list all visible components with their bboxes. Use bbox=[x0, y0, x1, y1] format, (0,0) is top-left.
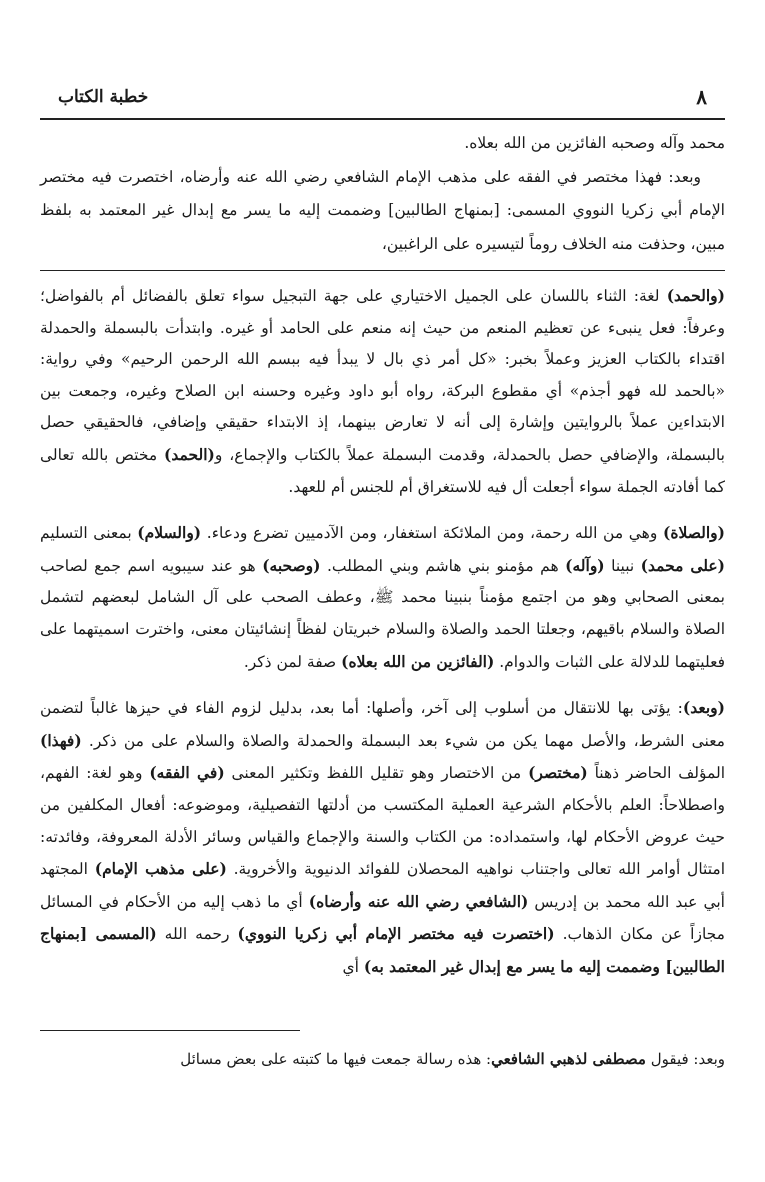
commentary-text: صفة لمن ذكر. bbox=[243, 652, 342, 671]
commentary-text: المجتهد أبي عبد الله محمد بن إدريس bbox=[40, 860, 725, 911]
term: (والسلام) bbox=[137, 523, 202, 543]
term: (والحمد) bbox=[666, 286, 725, 305]
commentary-text: وهو لغة: الفهم، واصطلاحاً: العلم بالأحكام الشرعية العملية المكتسب من أدلتها التفصيلية، وموضوعه: أفعال المكلفين من حيث عروض الأحكام لها، واستمداده: من الكتاب والسنة والإجماع والقياس وسائر الأدلة المعروفة، وفائدته: امتثال أوامر الله تعالى واجتناب نواهيه المحصلان للفوائد الدنيوية والأخروية. bbox=[40, 764, 726, 879]
commentary-paragraph-wabad bbox=[40, 692, 725, 983]
commentary-text: مختص بالله تعالى كما أفادته الجملة سواء أجعلت أل فيه للاستغراق أم للجنس أم للعهد. bbox=[40, 445, 725, 496]
commentary-text: أي bbox=[342, 957, 364, 976]
page-number: ٨ bbox=[696, 85, 707, 109]
page-header bbox=[58, 82, 707, 112]
footnote-author: مصطفى لذهبي الشافعي bbox=[491, 1050, 646, 1068]
term: (الفائزين من الله بعلاه) bbox=[341, 651, 495, 671]
footnote-rule bbox=[40, 1030, 300, 1031]
commentary-text: نبينا bbox=[604, 556, 641, 575]
footnote bbox=[40, 1044, 725, 1074]
term: (على محمد) bbox=[640, 555, 725, 575]
commentary-text: من الاختصار وهو تقليل اللفظ وتكثير المعنى bbox=[224, 764, 529, 783]
separator-rule bbox=[40, 270, 725, 271]
commentary-paragraph-salat bbox=[40, 517, 725, 678]
commentary-text: أي ما ذهب إليه من الأحكام في المسائل مجازاً عن مكان الذهاب. bbox=[40, 892, 725, 944]
commentary bbox=[40, 280, 725, 983]
footnote-text: : هذه رسالة جمعت فيها ما كتبته على بعض مسائل bbox=[180, 1050, 492, 1068]
term: (وبعد) bbox=[682, 698, 725, 718]
commentary-text: هو عند سيبويه اسم جمع لصاحب بمعنى الصحابي وهو من اجتمع مؤمناً بنبينا محمد ﷺ، وعطف الصحب على آل الشامل لبعضهم لتشمل الصلاة والسلام باقيهم، وجعلتا الحمد والصلاة والسلام خبريتان لفظاً إنشائيتان معنى، واخترت اسميتهما على فعليتهما للدلالة على الثبات والدوام. bbox=[40, 556, 725, 671]
running-title: خطبة الكتاب bbox=[58, 87, 149, 107]
term: (الشافعي رضي الله عنه وأرضاه) bbox=[308, 891, 529, 911]
commentary-text: : يؤتى بها للانتقال من أسلوب إلى آخر، وأصلها: أما بعد، بدليل لزوم الفاء في حيزها غالباً لتضمن معنى الشرط، والأصل مهما يكن من شيء بعد البسملة والحمدلة والصلاة والسلام على من ذكر. bbox=[40, 699, 725, 750]
footnote-text: وبعد: فيقول bbox=[645, 1050, 725, 1068]
main-text bbox=[40, 127, 725, 261]
main-text-paragraph: وبعد: فهذا مختصر في الفقه على مذهب الإمام الشافعي رضي الله عنه وأرضاه، اختصرت فيه مختصر الإمام أبي زكريا النووي المسمى: [بمنهاج الطالبين] وضممت إليه ما يسر مع إبدال غير المعتمد به بلفظ مبين، وحذفت منه الخلاف روماً لتيسيره على الراغبين، bbox=[40, 167, 725, 253]
term: (فهذا) bbox=[40, 730, 82, 750]
commentary-text: وهي من الله رحمة، ومن الملائكة استغفار، ومن الآدميين تضرع ودعاء. bbox=[201, 524, 663, 543]
term: (المسمى [بمنهاج الطالبين] وضممت إليه ما يسر مع إبدال غير المعتمد به) bbox=[40, 924, 725, 976]
term: (الحمد) bbox=[164, 444, 215, 464]
term: (على مذهب الإمام) bbox=[94, 859, 227, 879]
commentary-text: لغة: الثناء باللسان على الجميل الاختياري على جهة التبجيل سواء تعلق بالفضائل أم بالفواضل؛ وعرفاً: فعل ينبىء عن تعظيم المنعم من حيث إنه منعم على الحامد أو غيره. وابتدأت بالبسملة والحمدلة اقتداء بالكتاب العزيز وعملاً بخبر: «كل أمر ذي بال لا يبدأ فيه ببسم الله الرحمن الرحيم» وفي رواية: «بالحمد لله فهو أجذم» أي مقطوع البركة، رواه أبو داود وغيره وحسنه ابن الصلاح وغيره، وجمعت بين الابتداءين عملاً بالروايتين وإشارة إلى أنه لا تعارض بينهما، إذ الابتداء حقيقي وإضافي، فالحقيقي حصل بالبسملة، والإضافي حصل بالحمدلة، وقدمت البسملة عملاً بالكتاب والإجماع، و bbox=[40, 287, 725, 464]
term: (والصلاة) bbox=[662, 523, 725, 543]
term: (وصحبه) bbox=[262, 555, 321, 575]
commentary-text: رحمه الله bbox=[156, 925, 238, 944]
commentary-paragraph-hamd bbox=[40, 280, 725, 503]
main-text-line: محمد وآله وصحبه الفائزين من الله بعلاه. bbox=[464, 134, 725, 152]
commentary-text: هم مؤمنو بني هاشم وبني المطلب. bbox=[320, 556, 566, 575]
term: (في الفقه) bbox=[149, 763, 225, 783]
header-rule bbox=[40, 118, 725, 120]
term: (اختصرت فيه مختصر الإمام أبي زكريا النووي) bbox=[237, 924, 555, 944]
commentary-text: المؤلف الحاضر ذهناً bbox=[587, 764, 726, 783]
footnote-paragraph bbox=[40, 1044, 725, 1074]
term: (مختصر) bbox=[528, 763, 588, 783]
commentary-text: بمعنى التسليم bbox=[40, 524, 138, 543]
term: (وآله) bbox=[565, 555, 605, 575]
